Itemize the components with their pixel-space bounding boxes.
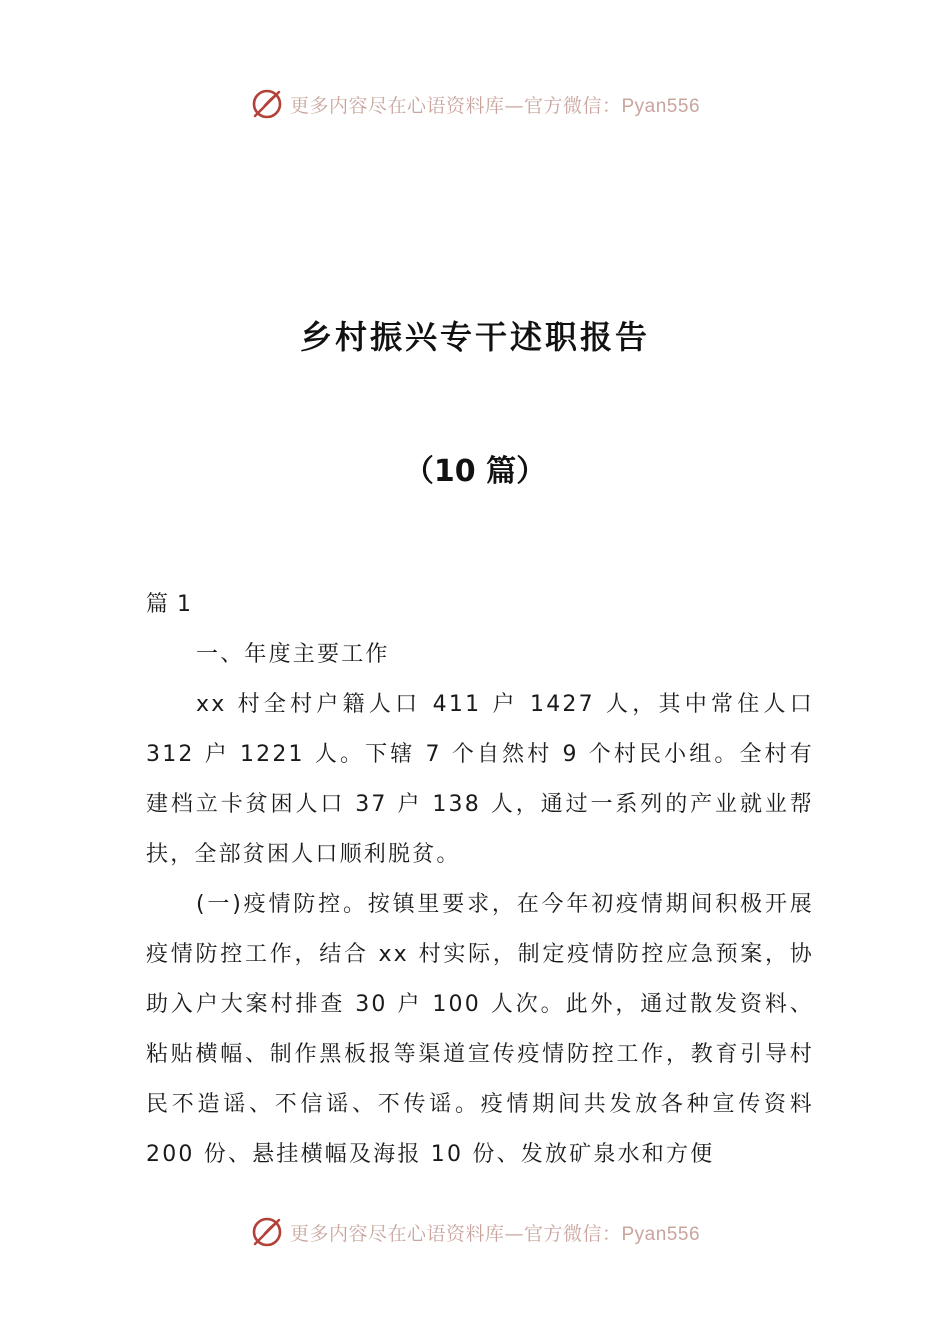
document-body (146, 580, 814, 1180)
watermark-header (0, 84, 950, 124)
watermark-text: 更多内容尽在心语资料库—官方微信：Pyan556 (289, 1222, 701, 1245)
paragraph-2: (一)疫情防控。按镇里要求，在今年初疫情期间积极开展疫情防控工作，结合 xx 村实际，制定疫情防控应急预案，协助入户大案村排查 30 户 100 人次。此外，通过散发资料、粘贴横幅、制作黑板报等渠道宣传疫情防控工作，教育引导村民不造谣、不信谣、不传谣。疫情期间共发放各种宣传资料 200 份、悬挂横幅及海报 10 份、发放矿泉水和方便 (146, 892, 814, 1167)
quill-logo-icon (250, 1214, 286, 1250)
document-title: 乡村振兴专干述职报告 (299, 318, 650, 356)
watermark-footer (0, 1212, 950, 1252)
section-label: 篇 1 (146, 592, 192, 617)
section-heading: 一、年度主要工作 (196, 642, 390, 667)
document-subtitle: （10 篇） (403, 454, 547, 489)
watermark-text: 更多内容尽在心语资料库—官方微信：Pyan556 (289, 94, 701, 117)
quill-logo-icon (250, 86, 286, 122)
paragraph-1: xx 村全村户籍人口 411 户 1427 人，其中常住人口 312 户 1221 人。下辖 7 个自然村 9 个村民小组。全村有建档立卡贫困人口 37 户 138 人，通过一系列的产业就业帮扶，全部贫困人口顺利脱贫。 (146, 692, 814, 867)
